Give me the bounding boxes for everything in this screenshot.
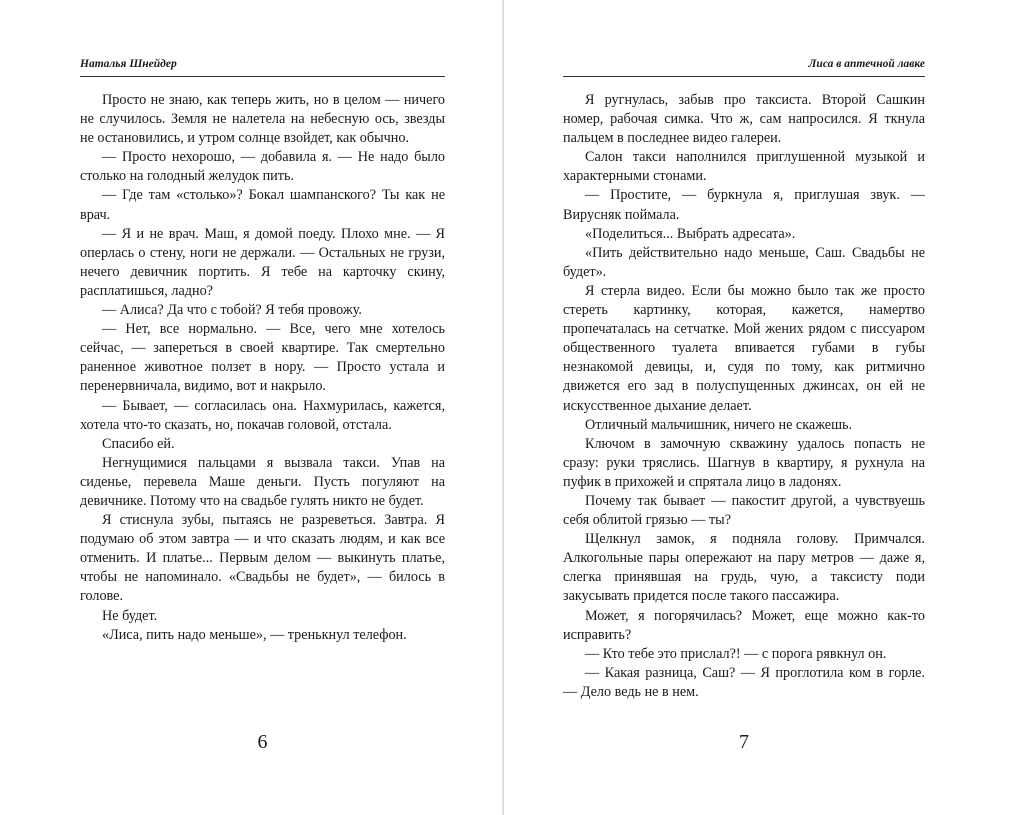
paragraph: — Простите, — буркнула я, приглушая звук. — Вирусняк поймала. (563, 187, 925, 223)
paragraph: Негнущимися пальцами я вызвала такси. Упав на сиденье, перевела Маше деньги. Пусть погуляют на девичнике. Потому что на свадьбе гулять никто не будет. (80, 454, 445, 509)
paragraph: «Пить действительно надо меньше, Саш. Свадьбы не будет». (563, 244, 925, 280)
paragraph: «Лиса, пить надо меньше», — тренькнул телефон. (102, 626, 407, 643)
paragraph: Ключом в замочную скважину удалось попасть не сразу: руки тряслись. Шагнув в квартиру, я рухнула на пуфик в прихожей и спрятала лицо в ладонях. (563, 435, 925, 490)
paragraph: Отличный мальчишник, ничего не скажешь. (585, 416, 853, 433)
paragraph: Почему так бывает — пакостит другой, а чувствуешь себя облитой грязью — ты? (563, 492, 925, 529)
paragraph: Не будет. (102, 607, 158, 624)
paragraph: Может, я погорячилась? Может, еще можно как-то исправить? (563, 607, 925, 643)
left-page-body (80, 91, 445, 645)
right-page (563, 0, 925, 815)
paragraph: Спасибо ей. (102, 435, 175, 452)
paragraph: Просто не знаю, как теперь жить, но в целом — ничего не случилось. Земля не налетела на небесную ось, звезды не остановились, и утром солнце взойдет, как обычно. (80, 92, 445, 147)
paragraph: «Поделиться... Выбрать адресата». (585, 225, 796, 242)
running-head-author: Наталья Шнейдер (80, 58, 445, 77)
paragraph: — Я и не врач. Маш, я домой поеду. Плохо мне. — Я оперлась о стену, ноги не держали. — Остальных не грузи, нечего девичник портить. Я тебе на карточку скину, расплатишься, ладно? (80, 225, 445, 299)
page-number: 6 (257, 731, 268, 753)
paragraph: Я ругнулась, забыв про таксиста. Второй Сашкин номер, рабочая симка. Что ж, сам напросился. Я ткнула пальцем в последнее видео галереи. (563, 92, 925, 147)
left-page (80, 0, 445, 815)
paragraph: — Бывает, — согласилась она. Нахмурилась, кажется, хотела что-то сказать, но, покачав головой, отстала. (80, 397, 445, 433)
paragraph: — Кто тебе это прислал?! — с порога рявкнул он. (585, 645, 887, 662)
right-page-body (563, 91, 925, 702)
paragraph: Я стерла видео. Если бы можно было так же просто стереть картинку, которая, кажется, намертво пропечаталась на сетчатке. Мой жених рядом с писсуаром общественного туалета впивается губами в губы незнакомой девицы, и, судя по тому, как ритмично движется его зад в полуспущенных джинсах, он ей не искусственное дыхание делает. (563, 282, 925, 414)
paragraph: — Какая разница, Саш? — Я проглотила ком в горле. — Дело ведь не в нем. (563, 664, 925, 700)
paragraph: — Где там «столько»? Бокал шампанского? Ты как не врач. (80, 187, 445, 223)
paragraph: Я стиснула зубы, пытаясь не разреветься. Завтра. Я подумаю об этом завтра — и что сказать людям, и как все отменить. И платье... Первым делом — выкинуть платье, чтобы не напоминало. «Свадьбы не будет», — билось в голове. (80, 512, 445, 605)
paragraph: Щелкнул замок, я подняла голову. Примчался. Алкогольные пары опережают на пару метров — даже я, слегка принявшая на грудь, чую, а таксисту поди закусывать придется после такого пассажира. (563, 531, 925, 605)
paragraph: — Алиса? Да что с тобой? Я тебя провожу. (102, 302, 362, 319)
paragraph: Салон такси наполнился приглушенной музыкой и характерными стонами. (563, 149, 925, 185)
paragraph: — Просто нехорошо, — добавила я. — Не надо было столько на голодный желудок пить. (80, 149, 445, 185)
paragraph: — Нет, все нормально. — Все, чего мне хотелось сейчас, — запереться в своей квартире. Так смертельно раненное животное ползет в нору. — Просто устала и перенервничала, видимо, вот и накрыло. (80, 321, 445, 395)
running-head-title: Лиса в аптечной лавке (563, 58, 925, 77)
page-number: 7 (739, 731, 749, 753)
book-spine (502, 0, 504, 815)
